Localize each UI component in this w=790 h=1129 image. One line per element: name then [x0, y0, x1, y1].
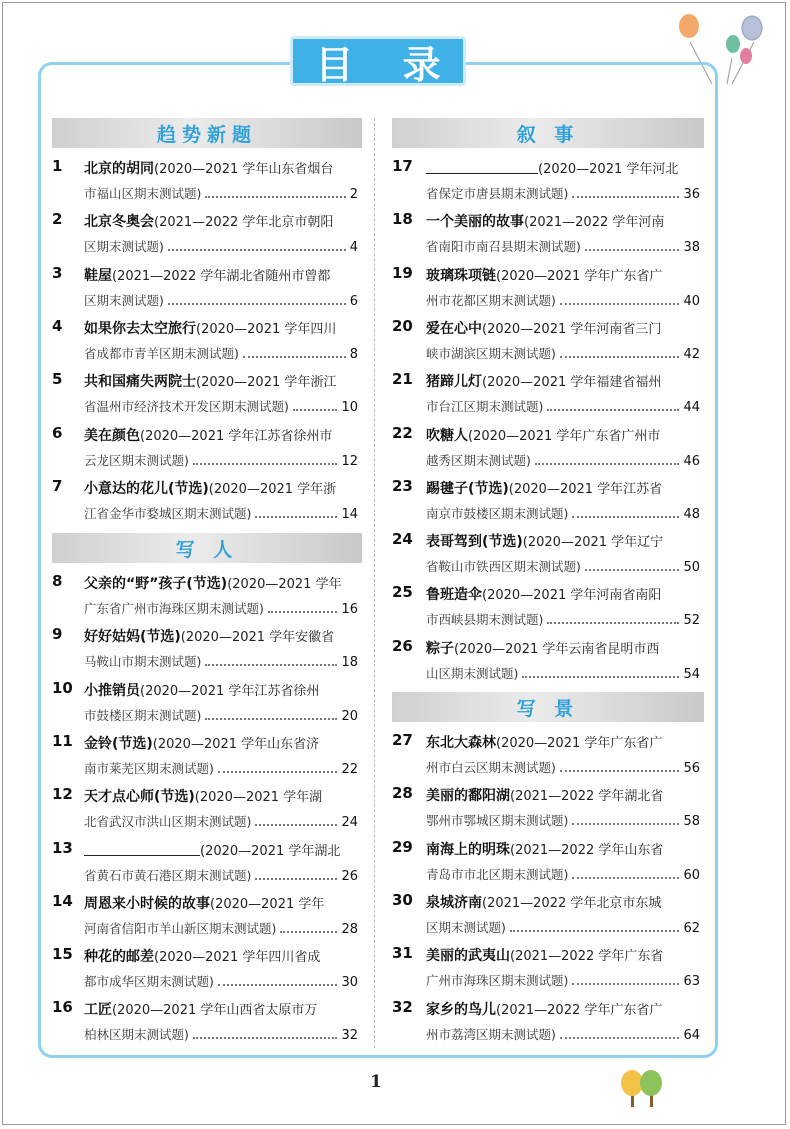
entry-page: 46 — [683, 453, 700, 469]
entry-number: 29 — [392, 837, 413, 856]
entry-title: 种花的邮差 — [84, 949, 154, 966]
entry-source-cont: 山区期末测试题) — [426, 665, 519, 681]
entry-source: (2020—2021 学年安徽省 — [180, 630, 335, 646]
entry-line-1 — [426, 265, 662, 285]
entry-source-cont: 州市花都区期末测试题) — [426, 292, 556, 308]
entry-source: (2020—2021 学年福建省福州 — [482, 375, 662, 391]
entry-line-2 — [84, 451, 358, 469]
entry-title: 玻璃珠项链 — [426, 267, 496, 284]
toc-entry — [392, 998, 704, 1048]
entry-number: 27 — [392, 731, 413, 749]
entry-source: (2020—2021 学年浙江 — [196, 375, 337, 391]
entry-page: 50 — [683, 560, 700, 576]
entry-line-2 — [84, 812, 358, 830]
dot-leader — [255, 878, 337, 880]
entry-number: 12 — [52, 785, 73, 804]
entry-source: (2020—2021 学年浙 — [208, 481, 337, 497]
entry-title: 天才点心师(节选) — [84, 789, 195, 806]
entry-title: 踢毽子(节选) — [426, 480, 509, 497]
entry-source: (2021—2022 学年河南 — [524, 215, 665, 231]
toc-entry — [52, 945, 362, 995]
entry-page: 64 — [683, 1027, 700, 1043]
entry-source: (2020—2021 学年江苏省徐州 — [140, 683, 320, 699]
entry-source-cont: 区期末测试题) — [84, 239, 164, 255]
entry-line-2 — [426, 918, 700, 936]
entry-page: 63 — [683, 974, 700, 990]
entry-line-1 — [426, 999, 662, 1019]
dot-leader — [255, 516, 337, 518]
entry-line-1 — [84, 946, 320, 966]
entry-line-1 — [84, 371, 336, 391]
dot-leader — [280, 931, 337, 933]
page-title: 目 录 — [290, 36, 466, 86]
entry-line-2 — [84, 599, 358, 617]
entry-line-2 — [426, 971, 700, 989]
toc-entry — [52, 679, 362, 729]
entry-source: (2020—2021 学年湖 — [194, 790, 323, 806]
dot-leader — [560, 770, 680, 772]
entry-line-2 — [84, 504, 358, 522]
entry-line-2 — [426, 758, 700, 776]
entry-line-1 — [84, 733, 319, 753]
dot-leader — [205, 664, 337, 666]
entry-source: (2021—2022 学年山东省 — [510, 842, 664, 858]
dot-leader — [547, 622, 679, 624]
entry-line-1 — [84, 573, 342, 593]
toc-entry — [52, 785, 362, 835]
entry-title: 金铃(节选) — [84, 735, 153, 752]
entry-line-1 — [84, 425, 332, 445]
entry-number: 5 — [52, 370, 63, 389]
entry-page: 42 — [683, 346, 700, 362]
toc-entry — [52, 732, 362, 782]
entry-line-2 — [426, 451, 700, 469]
dot-leader — [547, 409, 679, 411]
entry-page: 14 — [341, 506, 358, 522]
entry-source-cont: 广州市海珠区期末测试题) — [426, 973, 569, 989]
entry-line-2 — [426, 811, 700, 829]
entry-page: 62 — [683, 920, 700, 936]
toc-entry — [392, 370, 704, 420]
entry-title: 工匠 — [84, 1002, 112, 1019]
entry-title: 小意达的花儿(节选) — [84, 480, 209, 497]
entry-line-1 — [84, 680, 319, 700]
entry-line-2 — [84, 919, 358, 937]
entry-title: 北京冬奥会 — [84, 214, 154, 231]
entry-line-2 — [426, 184, 700, 202]
entry-source-cont: 市西峡县期末测试题) — [426, 612, 544, 628]
dot-leader — [572, 877, 679, 879]
entry-line-2 — [84, 237, 358, 255]
entry-title: 一个美丽的故事 — [426, 214, 524, 231]
entry-page: 38 — [683, 240, 700, 256]
entry-page: 12 — [341, 453, 358, 469]
entry-line-2 — [84, 972, 358, 990]
entry-line-1 — [426, 892, 661, 912]
entry-number: 13 — [52, 838, 73, 857]
entry-number: 30 — [392, 890, 413, 909]
toc-entry — [52, 317, 362, 367]
entry-page: 58 — [683, 814, 700, 830]
entry-page: 54 — [683, 666, 700, 682]
toc-entry — [392, 210, 704, 260]
entry-source: (2020—2021 学年江苏省 — [508, 481, 663, 497]
entry-source: (2020—2021 学年广东省广 — [496, 736, 663, 751]
dot-leader — [572, 983, 679, 985]
entry-number: 31 — [392, 944, 413, 963]
entry-line-2 — [84, 291, 358, 309]
entry-line-1 — [426, 371, 661, 391]
entry-number: 23 — [392, 476, 413, 495]
dot-leader — [168, 249, 346, 251]
entry-line-1 — [84, 158, 333, 178]
entry-source: (2020—2021 学年河南省三门 — [482, 321, 662, 337]
section-header: 叙 事 — [392, 118, 704, 148]
entry-line-2 — [84, 759, 358, 777]
section-header: 写 人 — [52, 533, 362, 563]
entry-line-1 — [426, 211, 664, 231]
entry-line-1 — [426, 945, 663, 965]
entry-line-1 — [426, 732, 662, 752]
entry-number: 28 — [392, 784, 413, 803]
entry-source-cont: 广东省广州市海珠区期末测试题) — [84, 601, 264, 616]
entry-source-cont: 河南省信阳市羊山新区期末测试题) — [84, 920, 277, 936]
entry-number: 19 — [392, 263, 413, 282]
entry-source-cont: 省南阳市南召县期末测试题) — [426, 239, 581, 255]
dot-leader — [193, 463, 338, 465]
entry-line-1 — [84, 265, 330, 285]
entry-line-2 — [84, 344, 358, 362]
page-number: 1 — [370, 1072, 382, 1092]
toc-entry — [392, 157, 704, 207]
entry-title: 表哥驾到(节选) — [426, 534, 523, 551]
entry-line-2 — [84, 706, 358, 724]
entry-number: 17 — [392, 157, 413, 175]
toc-entry — [392, 838, 704, 888]
entry-source-cont: 江省金华市婺城区期末测试题) — [84, 505, 252, 521]
entry-number: 21 — [392, 370, 413, 389]
entry-title: 周恩来小时候的故事 — [84, 895, 210, 912]
entry-number: 15 — [52, 945, 73, 964]
entry-line-1 — [84, 893, 324, 913]
entry-page: 48 — [683, 506, 700, 522]
toc-entry — [392, 477, 704, 527]
section-header: 写 景 — [392, 692, 704, 722]
entry-line-2 — [426, 237, 700, 255]
entry-page: 4 — [349, 240, 358, 256]
dot-leader — [585, 249, 680, 251]
entry-line-1 — [84, 840, 340, 859]
dot-leader — [572, 516, 679, 518]
entry-line-2 — [84, 866, 358, 884]
entry-source-cont: 省黄石市黄石港区期末测试题) — [84, 867, 252, 883]
dot-leader — [193, 1037, 338, 1039]
entry-line-2 — [426, 344, 700, 362]
entry-page: 44 — [683, 400, 700, 416]
entry-title: 美丽的鄱阳湖 — [426, 788, 510, 805]
toc-entry — [52, 998, 362, 1048]
toc-entry — [52, 210, 362, 260]
dot-leader — [560, 303, 680, 305]
entry-title: 好好姑妈(节选) — [84, 629, 181, 646]
dot-leader — [585, 569, 680, 571]
entry-source: (2020—2021 学年山东省济 — [152, 736, 320, 752]
entry-source-cont: 区期末测试题) — [84, 292, 164, 308]
toc-entry — [392, 317, 704, 367]
toc-entry — [52, 892, 362, 942]
entry-source-cont: 市福山区期末测试题) — [84, 186, 202, 201]
entry-number: 24 — [392, 530, 413, 549]
entry-title: 鞋屋 — [84, 267, 112, 284]
entry-line-1 — [426, 531, 663, 551]
entry-source-cont: 市台江区期末测试题) — [426, 399, 544, 415]
dot-leader — [522, 676, 679, 678]
dot-leader — [510, 930, 680, 932]
entry-source: (2020—2021 学年广东省广 — [496, 268, 663, 284]
entry-source-cont: 峡市湖滨区期末测试题) — [426, 345, 556, 361]
toc-entry — [52, 157, 362, 207]
entry-title: 泉城济南 — [426, 894, 482, 911]
entry-line-1 — [84, 999, 317, 1019]
entry-number: 22 — [392, 423, 413, 442]
dot-leader — [168, 303, 346, 305]
dot-leader — [243, 356, 346, 358]
entry-number: 6 — [52, 423, 63, 442]
toc-entry — [52, 477, 362, 527]
entry-title: 父亲的“野”孩子(节选) — [84, 576, 228, 592]
entry-title: 东北大森林 — [426, 735, 496, 751]
entry-page: 36 — [683, 187, 700, 202]
entry-source: (2021—2022 学年广东省 — [510, 949, 664, 965]
entry-number: 18 — [392, 210, 413, 229]
entry-number: 32 — [392, 997, 413, 1016]
entry-page: 18 — [341, 655, 358, 671]
entry-page: 10 — [341, 400, 358, 416]
entry-source-cont: 柏林区期末测试题) — [84, 1027, 189, 1043]
entry-number: 10 — [52, 678, 73, 697]
entry-line-2 — [426, 291, 700, 309]
entry-page: 22 — [341, 761, 358, 777]
toc-entry — [392, 264, 704, 314]
entry-line-1 — [426, 839, 663, 859]
entry-page: 20 — [341, 708, 358, 724]
title-blank-line — [426, 173, 538, 174]
entry-page: 40 — [683, 293, 700, 309]
entry-page: 52 — [683, 613, 700, 629]
entry-line-2 — [426, 610, 700, 628]
entry-source: (2020—2021 学年河北 — [538, 162, 679, 177]
entry-title: 猪蹄儿灯 — [426, 374, 482, 391]
entry-source-cont: 省保定市唐县期末测试题) — [426, 186, 569, 201]
entry-line-1 — [426, 638, 659, 658]
entry-source: (2020—2021 学年山东省烟台 — [154, 162, 334, 177]
entry-line-1 — [84, 786, 322, 806]
entry-source: (2020—2021 学年湖北 — [200, 843, 341, 859]
toc-entry — [392, 637, 704, 687]
entry-source: (2020—2021 学年云南省昆明市西 — [454, 641, 660, 657]
entry-source: (2020—2021 学年河南省南阳 — [482, 588, 662, 604]
entry-line-2 — [426, 557, 700, 575]
entry-page: 32 — [341, 1028, 358, 1044]
entry-source-cont: 省成都市青羊区期末测试题) — [84, 345, 239, 361]
entry-line-2 — [84, 1025, 358, 1043]
entry-number: 25 — [392, 583, 413, 602]
entry-source: (2021—2022 学年湖北省 — [510, 789, 664, 805]
entry-source-cont: 青岛市市北区期末测试题) — [426, 866, 569, 882]
entry-source: (2020—2021 学年四川省成 — [154, 950, 321, 966]
toc-entry — [52, 424, 362, 474]
dot-leader — [218, 771, 338, 773]
entry-title: 鲁班造伞 — [426, 587, 482, 604]
entry-source: (2020—2021 学年辽宁 — [522, 535, 664, 551]
entry-page: 60 — [683, 867, 700, 883]
entry-number: 11 — [52, 731, 73, 750]
entry-line-2 — [426, 397, 700, 415]
entry-source-cont: 北省武汉市洪山区期末测试题) — [84, 814, 252, 830]
entry-line-2 — [426, 1025, 700, 1043]
entry-number: 7 — [52, 476, 63, 495]
entry-page: 6 — [349, 293, 358, 309]
dot-leader — [205, 196, 345, 198]
entry-title: 吹糖人 — [426, 427, 468, 444]
entry-title: 粽子 — [426, 640, 454, 657]
entry-number: 14 — [52, 891, 73, 910]
entry-line-1 — [426, 584, 661, 604]
entry-title: 美丽的武夷山 — [426, 948, 510, 965]
entry-source: (2021—2022 学年广东省广 — [496, 1002, 663, 1018]
toc-entry — [392, 424, 704, 474]
entry-page: 28 — [341, 921, 358, 937]
entry-source-cont: 州市荔湾区期末测试题) — [426, 1026, 556, 1042]
entry-page: 16 — [341, 602, 358, 617]
trees-illustration — [618, 1068, 666, 1108]
entry-number: 9 — [52, 625, 63, 644]
entry-number: 2 — [52, 210, 63, 229]
entry-line-1 — [426, 478, 662, 498]
dot-leader — [205, 718, 337, 720]
entry-line-2 — [426, 664, 700, 682]
dot-leader — [255, 824, 337, 826]
section-header: 趋势新题 — [52, 118, 362, 148]
entry-source: (2020—2021 学年四川 — [196, 321, 337, 337]
entry-title: 共和国痛失两院士 — [84, 374, 196, 391]
entry-line-1 — [426, 318, 661, 338]
toc-entry — [52, 572, 362, 622]
entry-line-1 — [426, 425, 660, 445]
entry-source-cont: 马鞍山市期末测试题) — [84, 654, 202, 670]
entry-page: 56 — [683, 761, 700, 776]
entry-source: (2020—2021 学年广东省广州市 — [468, 428, 661, 444]
dot-leader — [218, 984, 338, 986]
dot-leader — [293, 409, 338, 411]
entry-number: 26 — [392, 636, 413, 655]
toc-entry — [392, 891, 704, 941]
toc-entry — [52, 370, 362, 420]
entry-source: (2020—2021 学年 — [227, 577, 342, 592]
entry-source-cont: 南京市鼓楼区期末测试题) — [426, 505, 569, 521]
entry-line-1 — [84, 478, 336, 498]
entry-line-1 — [426, 158, 678, 177]
entry-source: (2020—2021 学年 — [210, 896, 325, 912]
entry-line-1 — [84, 626, 334, 646]
toc-entry — [392, 784, 704, 834]
dot-leader — [560, 356, 680, 358]
entry-line-2 — [84, 184, 358, 202]
entry-source: (2020—2021 学年江苏省徐州市 — [140, 428, 333, 444]
entry-line-1 — [84, 318, 336, 338]
entry-number: 20 — [392, 316, 413, 335]
entry-source-cont: 区期末测试题) — [426, 919, 506, 935]
toc-entry — [52, 625, 362, 675]
entry-title: 爱在心中 — [426, 320, 482, 337]
entry-title: 小推销员 — [84, 682, 140, 699]
entry-number: 8 — [52, 572, 63, 590]
entry-number: 4 — [52, 316, 63, 335]
entry-source: (2021—2022 学年北京市东城 — [482, 895, 662, 911]
entry-page: 26 — [341, 868, 358, 884]
toc-entry — [52, 264, 362, 314]
toc-entry — [392, 944, 704, 994]
dot-leader — [572, 196, 679, 198]
entry-line-2 — [426, 504, 700, 522]
toc-entry — [392, 530, 704, 580]
entry-source-cont: 省温州市经济技术开发区期末测试题) — [84, 399, 289, 415]
column-divider — [374, 118, 375, 1048]
entry-line-2 — [84, 652, 358, 670]
dot-leader — [560, 1037, 680, 1039]
dot-leader — [268, 611, 338, 613]
entry-number: 3 — [52, 263, 63, 282]
entry-page: 8 — [349, 346, 358, 362]
entry-title: 美在颜色 — [84, 427, 140, 444]
entry-title: 家乡的鸟儿 — [426, 1001, 496, 1018]
entry-source-cont: 市鼓楼区期末测试题) — [84, 707, 202, 723]
entry-source-cont: 鄂州市鄂城区期末测试题) — [426, 813, 569, 829]
toc-entry — [392, 583, 704, 633]
entry-title: 南海上的明珠 — [426, 841, 510, 858]
entry-line-1 — [84, 211, 333, 231]
entry-source-cont: 都市成华区期末测试题) — [84, 974, 214, 990]
entry-page: 30 — [341, 975, 358, 991]
entry-source-cont: 省鞍山市铁西区期末测试题) — [426, 559, 581, 575]
entry-title: 如果你去太空旅行 — [84, 320, 196, 337]
toc-entry — [392, 731, 704, 781]
dot-leader — [572, 823, 679, 825]
entry-source-cont: 越秀区期末测试题) — [426, 452, 531, 468]
dot-leader — [535, 463, 680, 465]
entry-number: 16 — [52, 998, 73, 1017]
toc-entry — [52, 839, 362, 889]
entry-page: 2 — [349, 187, 358, 202]
entry-title: 北京的胡同 — [84, 161, 154, 177]
entry-page: 24 — [341, 815, 358, 831]
entry-line-2 — [84, 397, 358, 415]
entry-line-2 — [426, 865, 700, 883]
entry-source: (2020—2021 学年山西省太原市万 — [112, 1003, 318, 1019]
entry-number: 1 — [52, 157, 63, 175]
entry-source-cont: 州市白云区期末测试题) — [426, 760, 556, 775]
title-blank-line — [84, 855, 200, 856]
entry-source: (2021—2022 学年北京市朝阳 — [154, 215, 334, 231]
entry-source-cont: 南市莱芜区期末测试题) — [84, 760, 214, 776]
entry-source-cont: 云龙区期末测试题) — [84, 452, 189, 468]
entry-line-1 — [426, 785, 663, 805]
entry-source: (2021—2022 学年湖北省随州市曾都 — [112, 268, 331, 284]
